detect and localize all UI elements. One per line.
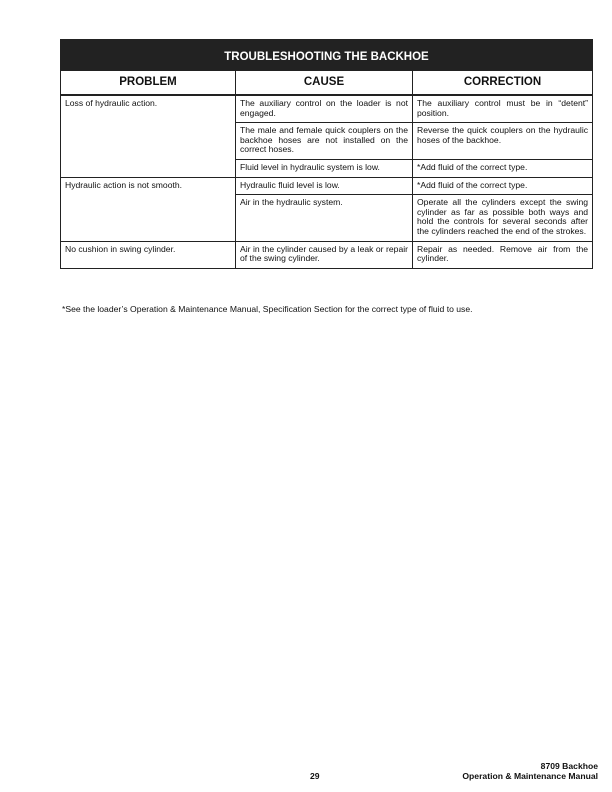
manual-identifier [462,762,598,781]
troubleshooting-table [60,39,593,269]
correction-cell: *Add fluid of the correct type. [413,177,593,195]
table-title-row [61,40,593,71]
table-header-row [61,71,593,96]
cause-cell: Fluid level in hydraulic system is low. [236,159,413,177]
correction-cell: The auxiliary control must be in “detent” position. [413,95,593,123]
problem-cell: No cushion in swing cylinder. [61,241,236,268]
problem-cell: Loss of hydraulic action. [61,95,236,177]
correction-header: CORRECTION [413,71,593,96]
cause-cell: The auxiliary control on the loader is not engaged. [236,95,413,123]
cause-cell: Air in the hydraulic system. [236,195,413,241]
fluid-footnote: *See the loader’s Operation & Maintenance Manual, Specification Section for the correct type of fluid to use. [62,304,473,314]
cause-cell: Air in the cylinder caused by a leak or repair of the swing cylinder. [236,241,413,268]
page-number: 29 [310,771,320,781]
correction-cell: Operate all the cylinders except the swing cylinder as far as possible both ways and hold the controls for several seconds after the cylinders reached the end of the strokes. [413,195,593,241]
correction-cell: Reverse the quick couplers on the hydraulic hoses of the backhoe. [413,123,593,160]
table-row [61,95,593,123]
cause-cell: Hydraulic fluid level is low. [236,177,413,195]
table-row [61,241,593,268]
correction-cell: *Add fluid of the correct type. [413,159,593,177]
manual-model-line: 8709 Backhoe [540,761,598,771]
cause-cell: The male and female quick couplers on the backhoe hoses are not installed on the correct hoses. [236,123,413,160]
problem-header: PROBLEM [61,71,236,96]
table-title: TROUBLESHOOTING THE BACKHOE [61,40,593,71]
cause-header: CAUSE [236,71,413,96]
correction-cell: Repair as needed. Remove air from the cylinder. [413,241,593,268]
table-row [61,177,593,195]
manual-title-line: Operation & Maintenance Manual [462,770,598,781]
problem-cell: Hydraulic action is not smooth. [61,177,236,241]
